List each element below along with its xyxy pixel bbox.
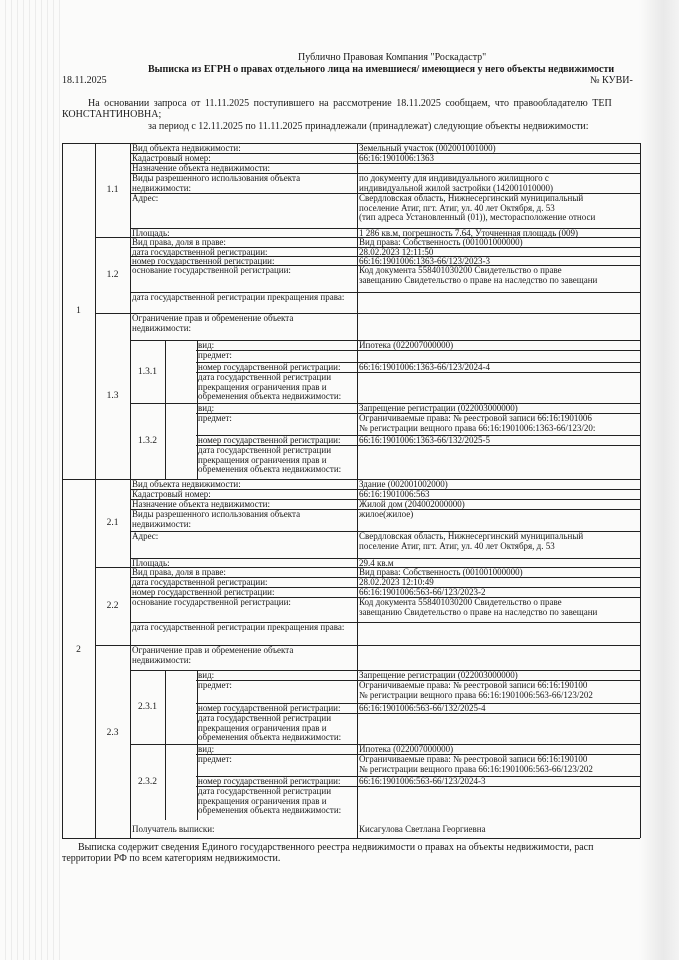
field-value: 28.02.2023 12:11:50 — [359, 248, 434, 256]
table-bottom — [62, 838, 640, 839]
field-label: дата государственной регистрации прекращения права: — [132, 623, 345, 632]
field-label: дата государственной регистрации прекращения ограничения прав и обременения объекта недвижимости: — [198, 446, 342, 474]
field-value: 66:16:1901006:563 — [359, 490, 430, 499]
field-value — [359, 314, 638, 340]
column-line — [165, 340, 166, 479]
column-line — [640, 143, 641, 838]
field-label: вид: — [198, 671, 215, 680]
field-value: Здание (002001002000) — [359, 480, 448, 489]
field-value: Запрещение регистрации (022003000000) — [359, 671, 518, 680]
field-value: Ипотека (022007000000) — [359, 745, 454, 754]
field-label: Адрес: — [132, 194, 159, 203]
field-value: 66:16:1901006:1363 — [359, 154, 435, 163]
section-divider — [95, 479, 640, 480]
section-number: 1.2 — [106, 270, 119, 280]
field-label: Адрес: — [132, 532, 159, 541]
field-label: предмет: — [198, 351, 232, 360]
field-label: основание государственной регистрации: — [132, 266, 291, 275]
field-label: дата государственной регистрации прекращения права: — [132, 293, 345, 302]
field-label: предмет: — [198, 755, 232, 764]
field-value: Жилой дом (204002000000) — [359, 500, 465, 509]
field-label: Ограничение прав и обременение объекта недвижимости: — [132, 646, 294, 665]
subsection-number: 2.3.2 — [138, 777, 157, 787]
field-label: дата государственной регистрации: — [132, 578, 268, 587]
field-label: Назначение объекта недвижимости: — [132, 164, 270, 173]
field-label: номер государственной регистрации: — [198, 777, 341, 786]
field-value: Вид права: Собственность (001001000000) — [359, 238, 523, 247]
field-label: вид: — [198, 745, 215, 754]
section-divider — [95, 313, 640, 314]
subsection-number: 2.3.1 — [138, 702, 157, 712]
scan-artifacts — [0, 0, 60, 960]
field-value — [359, 623, 638, 645]
organization-name: Публично Правовая Компания "Роскадастр" — [298, 52, 487, 63]
field-value: Ограничиваемые права: № реестровой записи 66:16:190100 № регистрации вещного права 66:16:1901006:563-66/123/202 — [359, 681, 593, 700]
field-value — [359, 351, 638, 362]
subsection-divider — [130, 744, 640, 745]
field-value: Ограничиваемые права: № реестровой записи 66:16:1901006 № регистрации вещного права 66:16:1901006:1363-66/123/20: — [359, 414, 596, 433]
period-text: за период с 12.11.2025 по 11.11.2025 принадлежали (принадлежат) следующие объекты недвижимости: — [148, 121, 589, 132]
column-line — [62, 143, 63, 838]
field-value — [359, 293, 638, 313]
field-value: по документу для индивидуального жилищного с индивидуальной жилой застройки (142001010000) — [359, 174, 554, 193]
field-label: предмет: — [198, 414, 232, 423]
subsection-number: 1.3.1 — [138, 366, 157, 377]
column-line — [165, 670, 166, 820]
column-line — [197, 340, 198, 479]
section-number: 1.1 — [106, 185, 119, 195]
field-label: предмет: — [198, 681, 232, 690]
field-value — [359, 373, 638, 403]
field-label: номер государственной регистрации: — [198, 363, 341, 372]
field-label: Кадастровый номер: — [132, 490, 211, 499]
section-number: 2.2 — [106, 601, 119, 611]
field-value: жилое(жилое) — [359, 510, 414, 519]
field-label: Виды разрешенного использования объекта недвижимости: — [132, 174, 301, 193]
section-divider — [95, 143, 640, 144]
field-label: номер государственной регистрации: — [198, 704, 341, 713]
field-value — [359, 646, 638, 670]
section-number: 2.3 — [106, 727, 119, 738]
field-label: Виды разрешенного использования объекта недвижимости: — [132, 510, 301, 529]
column-line — [197, 670, 198, 820]
recipient-label: Получатель выписки: — [132, 825, 215, 834]
field-label: основание государственной регистрации: — [132, 598, 291, 607]
field-label: Вид объекта недвижимости: — [132, 480, 241, 489]
section-number: 1.3 — [106, 391, 119, 401]
intro-text: На основании запроса от 11.11.2025 поступившего на рассмотрение 18.11.2025 сообщаем, что правообладателю ТЕП — [88, 98, 612, 109]
field-value: Вид права: Собственность (001001000000) — [359, 568, 523, 577]
field-label: Кадастровый номер: — [132, 154, 211, 163]
field-label: номер государственной регистрации: — [132, 257, 275, 265]
field-value — [359, 787, 638, 820]
field-value — [359, 714, 638, 744]
field-label: Вид права, доля в праве: — [132, 568, 226, 577]
page-edge — [639, 0, 679, 960]
field-label: Площадь: — [132, 229, 170, 237]
field-label: дата государственной регистрации прекращения ограничения прав и обременения объекта недвижимости: — [198, 373, 342, 401]
document-number: № КУВИ- — [590, 75, 633, 86]
field-value: Свердловская область, Нижнесергинский муниципальный поселение Атиг, пгт. Атиг, ул. 40 лет Октября, д. 53 (тип адреса Установленный (01)), месторасположение относи — [359, 194, 596, 222]
field-value: Свердловская область, Нижнесергинский муниципальный поселение Атиг, пгт. Атиг, ул. 40 лет Октября, д. 53 — [359, 532, 584, 551]
field-value: 66:16:1901006:1363-66/123/2024-4 — [359, 363, 490, 372]
subsection-divider — [130, 340, 640, 341]
section-divider — [95, 567, 640, 568]
footer-note: Выписка содержит сведения Единого государственного реестра недвижимости о правах на объекты недвижимости, расп — [78, 842, 594, 853]
field-label: дата государственной регистрации прекращения ограничения прав и обременения объекта недвижимости: — [198, 714, 342, 742]
field-value: 1 286 кв.м, погрешность 7.64, Уточненная площадь (009) — [359, 229, 579, 237]
field-label: номер государственной регистрации: — [198, 436, 341, 445]
field-value — [359, 446, 638, 479]
field-label: Вид объекта недвижимости: — [132, 144, 241, 153]
field-value: 66:16:1901006:563-66/123/2024-3 — [359, 777, 486, 786]
section-divider — [95, 237, 640, 238]
object-number: 2 — [76, 644, 81, 655]
field-label: Ограничение прав и обременение объекта недвижимости: — [132, 314, 294, 333]
section-divider — [95, 645, 640, 646]
field-value: Земельный участок (002001001000) — [359, 144, 496, 153]
field-label: дата государственной регистрации прекращения ограничения прав и обременения объекта недвижимости: — [198, 787, 342, 815]
field-label: вид: — [198, 404, 215, 413]
document-title: Выписка из ЕГРН о правах отдельного лица на имевшиеся/ имеющиеся у него объекты недвижимости — [148, 64, 615, 75]
object-number: 1 — [76, 306, 81, 316]
field-label: дата государственной регистрации: — [132, 248, 268, 256]
field-value: Ограничиваемые права: № реестровой записи 66:16:190100 № регистрации вещного права 66:16:1901006:563-66/123/202 — [359, 755, 593, 774]
section-number: 2.1 — [106, 518, 119, 528]
column-line — [357, 143, 358, 838]
field-value: Запрещение регистрации (022003000000) — [359, 404, 518, 413]
field-value — [359, 164, 638, 173]
field-value: 29.4 кв.м — [359, 559, 394, 567]
subsection-number: 1.3.2 — [138, 436, 157, 446]
field-label: Назначение объекта недвижимости: — [132, 500, 270, 509]
field-label: вид: — [198, 341, 215, 350]
footer-note-2: территории РФ по всем категориям недвижимости. — [62, 853, 281, 864]
field-value: 66:16:1901006:1363-66/132/2025-5 — [359, 436, 490, 445]
field-label: номер государственной регистрации: — [132, 588, 275, 597]
field-label: Вид права, доля в праве: — [132, 238, 226, 247]
field-label: Площадь: — [132, 559, 170, 567]
recipient-value: Кисагулова Светлана Георгиевна — [359, 825, 486, 834]
field-value: Код документа 558401030200 Свидетельство о праве завещанию Свидетельство о праве на наследство по завещани — [359, 598, 598, 617]
field-value: 66:16:1901006:1363-66/123/2023-3 — [359, 257, 490, 265]
column-line — [130, 143, 131, 838]
subsection-divider — [130, 670, 640, 671]
field-value: Ипотека (022007000000) — [359, 341, 454, 350]
document-date: 18.11.2025 — [62, 75, 107, 86]
column-line — [95, 143, 96, 838]
field-value: Код документа 558401030200 Свидетельство о праве завещанию Свидетельство о праве на наследство по завещани — [359, 266, 598, 285]
subsection-divider — [130, 403, 640, 404]
field-value: 66:16:1901006:563-66/123/2023-2 — [359, 588, 486, 597]
field-value: 66:16:1901006:563-66/132/2025-4 — [359, 704, 486, 713]
owner-name-text: КОНСТАНТИНОВНА; — [62, 109, 162, 120]
field-value: 28.02.2023 12:10:49 — [359, 578, 434, 587]
